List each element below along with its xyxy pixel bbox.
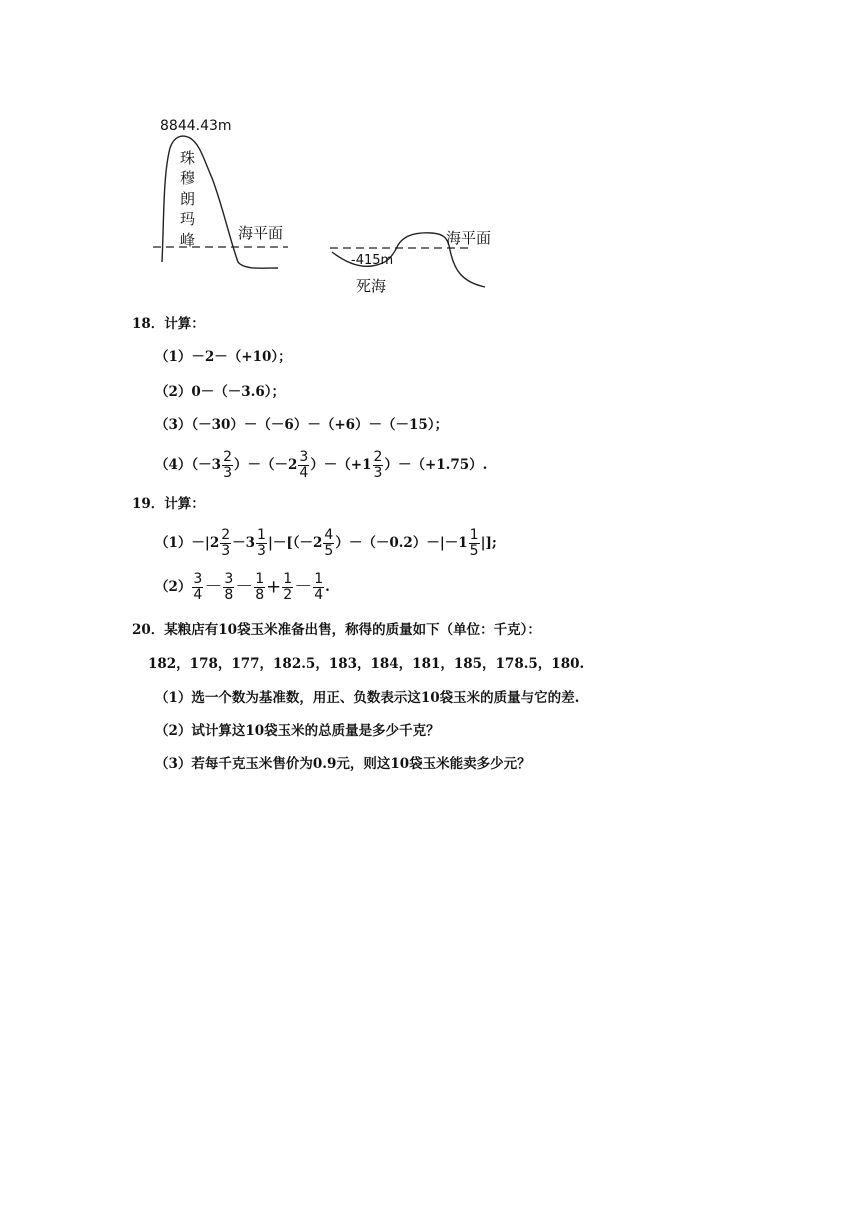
dead-sea-depth-label: -415m [351, 253, 394, 268]
q20-title: 20．某粮店有10袋玉米准备出售，称得的质量如下（单位：千克）： [132, 622, 541, 638]
q18-item-4-label: （4） [155, 457, 192, 473]
fraction: $\frac{1}{4}$ [314, 571, 324, 603]
fraction: $\frac{2}{3}$ [373, 449, 383, 481]
operator: － [235, 576, 254, 598]
q18-item-4-part-1: （－3 [191, 457, 222, 473]
q19-item-1-part-2: －3 [232, 535, 256, 551]
fraction: $\frac{1}{2}$ [283, 571, 293, 603]
q18-title: 18．计算： [132, 316, 205, 332]
everest-height-label: 8844.43m [160, 118, 232, 134]
operator: + [266, 576, 282, 598]
q18-item-4-part-3: ）－（+1 [310, 457, 372, 473]
q19-item-1-label: （1） [155, 535, 192, 551]
q18-item-4-part-4: ）－（+1.75）. [384, 457, 488, 473]
operator: － [204, 576, 223, 598]
sea-level-label-right: 海平面 [446, 229, 492, 247]
operator: － [294, 576, 313, 598]
fraction: $\frac{1}{3}$ [257, 527, 266, 559]
fraction: $\frac{2}{3}$ [223, 449, 232, 481]
q19-title: 19．计算： [132, 496, 205, 512]
everest-name-char-1: 珠 [180, 149, 196, 167]
everest-name-char-2: 穆 [180, 169, 196, 187]
dead-sea-label: 死海 [356, 277, 387, 295]
q20-weights: 182，178，177，182.5，183，184，181，185，178.5，180. [148, 656, 585, 672]
q18-item-2: （2）0－（－3.6）； [155, 384, 286, 400]
q19-item-1-part-3: |－[（－2 [267, 535, 323, 551]
everest-name-char-5: 峰 [180, 231, 196, 249]
q18-item-4-part-2: ）－（－2 [233, 457, 298, 473]
fraction: $\frac{1}{8}$ [255, 571, 265, 603]
q20-item-1: （1）选一个数为基准数，用正、负数表示这10袋玉米的质量与它的差. [155, 690, 580, 706]
everest-name-char-4: 玛 [180, 210, 196, 228]
fraction: $\frac{3}{4}$ [193, 571, 203, 603]
fraction: $\frac{2}{3}$ [221, 527, 231, 559]
q19-item-1-part-1: －|2 [191, 535, 220, 551]
q20-item-3: （3）若每千克玉米售价为0.9元，则这10袋玉米能卖多少元？ [155, 756, 531, 772]
q19-item-2 [155, 570, 330, 605]
q19-item-1 [155, 526, 497, 560]
q18-item-1: （1）－2－（+10）； [155, 349, 292, 365]
q20-item-2: （2）试计算这10袋玉米的总质量是多少千克？ [155, 723, 440, 739]
everest-name-char-3: 朗 [180, 190, 196, 208]
sea-level-label-left: 海平面 [238, 224, 284, 242]
fraction: $\frac{1}{5}$ [469, 527, 479, 559]
q19-item-2-end: . [325, 579, 330, 595]
elevation-figure [0, 0, 860, 310]
q19-item-2-label: （2） [155, 579, 192, 595]
q19-item-1-part-4: ）－（－0.2）－|－1 [335, 535, 468, 551]
q19-item-1-part-5: |]; [480, 535, 497, 551]
fraction: $\frac{4}{5}$ [324, 527, 334, 559]
fraction: $\frac{3}{4}$ [299, 449, 309, 481]
q18-item-3: （3）（－30）－（－6）－（+6）－（－15）； [155, 417, 449, 433]
fraction: $\frac{3}{8}$ [224, 571, 234, 603]
q18-item-4 [155, 448, 487, 482]
